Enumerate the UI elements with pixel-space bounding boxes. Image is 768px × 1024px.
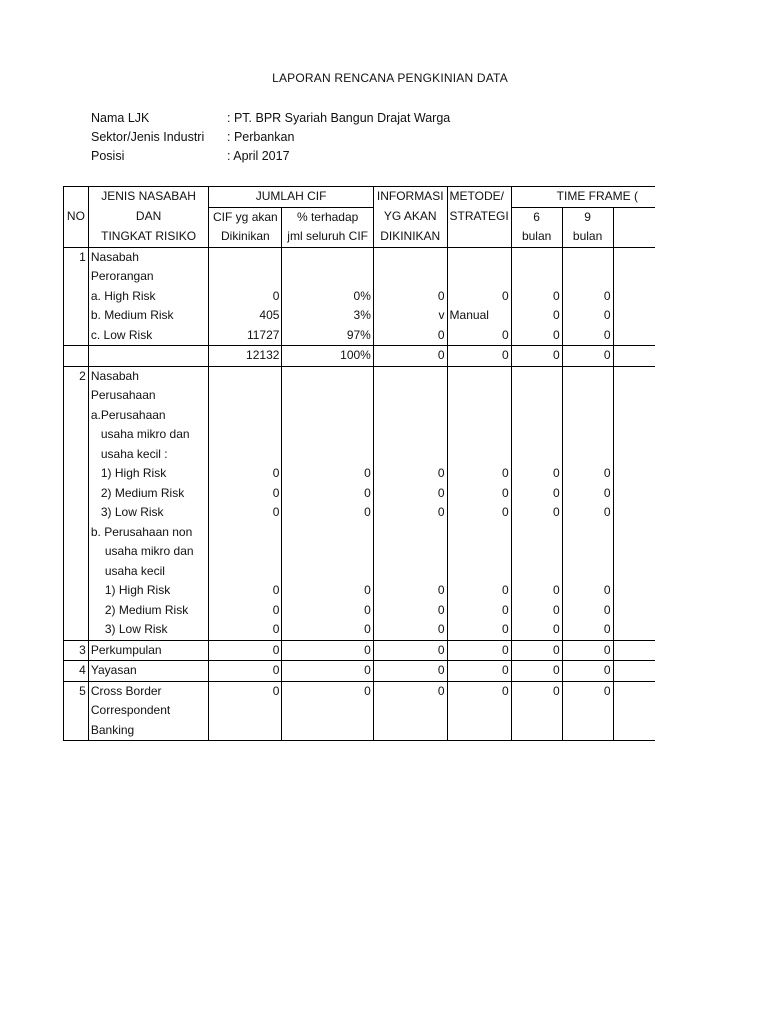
cell-informasi: v [373, 306, 447, 326]
cell-6-bulan: 0 [511, 581, 562, 601]
cell-informasi [373, 267, 447, 287]
cell-pct [282, 721, 373, 741]
cell-no [64, 503, 89, 523]
header-pct-1: % terhadap [282, 207, 373, 227]
meta-value: : PT. BPR Syariah Bangun Drajat Warga [227, 111, 451, 125]
header-row-2 [64, 207, 656, 227]
table-row [64, 640, 656, 661]
cell-informasi [373, 386, 447, 406]
cell-jenis: usaha mikro dan [88, 425, 208, 445]
cell-metode: 0 [447, 620, 511, 640]
cell-cut [613, 306, 655, 326]
cell-pct: 0 [282, 681, 373, 701]
cell-no: 4 [64, 661, 89, 682]
cell-metode [447, 445, 511, 465]
cell-cif: 11727 [209, 326, 282, 346]
cell-no [64, 721, 89, 741]
cell-jenis: Correspondent [88, 701, 208, 721]
cell-pct: 100% [282, 346, 373, 367]
cell-metode [447, 562, 511, 582]
meta-label: Posisi [91, 149, 125, 163]
cell-jenis: Perusahaan [88, 386, 208, 406]
cell-jenis: 1) High Risk [88, 464, 208, 484]
cell-cut [613, 701, 655, 721]
table-row [64, 620, 656, 640]
cell-cif: 0 [209, 640, 282, 661]
cell-no [64, 346, 89, 367]
cell-cif [209, 721, 282, 741]
meta-value: : April 2017 [227, 149, 290, 163]
cell-pct [282, 386, 373, 406]
cell-no [64, 601, 89, 621]
cell-metode: 0 [447, 464, 511, 484]
cell-pct [282, 542, 373, 562]
cell-6-bulan [511, 386, 562, 406]
header-cif-akan-2: Dikinikan [209, 227, 282, 247]
cell-6-bulan [511, 542, 562, 562]
cell-6-bulan [511, 366, 562, 386]
cell-6-bulan [511, 523, 562, 543]
cell-informasi [373, 542, 447, 562]
table-row [64, 306, 656, 326]
table-row [64, 287, 656, 307]
meta-value: : Perbankan [227, 130, 295, 144]
cell-informasi [373, 562, 447, 582]
cell-9-bulan: 0 [562, 326, 613, 346]
cell-cut [613, 247, 655, 267]
cell-cif: 0 [209, 601, 282, 621]
cell-9-bulan: 0 [562, 464, 613, 484]
cell-informasi: 0 [373, 326, 447, 346]
cell-metode: 0 [447, 581, 511, 601]
cell-informasi [373, 406, 447, 426]
header-time-frame: TIME FRAME ( [511, 187, 655, 208]
cell-no: 1 [64, 247, 89, 267]
cell-jenis: Nasabah [88, 366, 208, 386]
cell-pct [282, 562, 373, 582]
cell-9-bulan [562, 523, 613, 543]
cell-cut [613, 386, 655, 406]
cell-pct [282, 523, 373, 543]
cell-cif: 0 [209, 464, 282, 484]
cell-pct [282, 406, 373, 426]
cell-9-bulan: 0 [562, 620, 613, 640]
cell-cif [209, 542, 282, 562]
cell-9-bulan [562, 425, 613, 445]
table-row [64, 562, 656, 582]
cell-informasi [373, 425, 447, 445]
cell-pct: 0 [282, 661, 373, 682]
cell-no [64, 562, 89, 582]
header-jenis-3: TINGKAT RISIKO [88, 227, 208, 247]
cell-6-bulan: 0 [511, 661, 562, 682]
cell-cut [613, 620, 655, 640]
cell-jenis: usaha kecil : [88, 445, 208, 465]
data-table-container [63, 186, 655, 741]
cell-cif [209, 445, 282, 465]
cell-cut [613, 523, 655, 543]
cell-cut [613, 326, 655, 346]
header-jenis-1: JENIS NASABAH [88, 187, 208, 208]
cell-cut [613, 406, 655, 426]
cell-cif: 0 [209, 681, 282, 701]
table-row [64, 386, 656, 406]
cell-no [64, 445, 89, 465]
cell-pct [282, 267, 373, 287]
cell-6-bulan: 0 [511, 287, 562, 307]
cell-informasi [373, 247, 447, 267]
cell-9-bulan: 0 [562, 581, 613, 601]
cell-6-bulan: 0 [511, 326, 562, 346]
header-cif-akan-1: CIF yg akan [209, 207, 282, 227]
cell-metode [447, 721, 511, 741]
cell-no [64, 464, 89, 484]
cell-no [64, 287, 89, 307]
cell-pct: 0 [282, 484, 373, 504]
cell-jenis: usaha mikro dan [88, 542, 208, 562]
cell-jenis: b. Perusahaan non [88, 523, 208, 543]
cell-9-bulan [562, 562, 613, 582]
cell-9-bulan: 0 [562, 503, 613, 523]
header-informasi-1: INFORMASI [373, 187, 447, 208]
cell-jenis: Yayasan [88, 661, 208, 682]
cell-informasi: 0 [373, 346, 447, 367]
cell-cif [209, 425, 282, 445]
cell-pct [282, 366, 373, 386]
cell-cif [209, 406, 282, 426]
cell-6-bulan [511, 247, 562, 267]
cell-jenis: 2) Medium Risk [88, 484, 208, 504]
cell-metode [447, 386, 511, 406]
cell-6-bulan: 0 [511, 484, 562, 504]
cell-jenis: b. Medium Risk [88, 306, 208, 326]
cell-6-bulan [511, 406, 562, 426]
header-no: NO [64, 187, 89, 248]
cell-pct: 0 [282, 503, 373, 523]
cell-cut [613, 640, 655, 661]
cell-cif: 0 [209, 661, 282, 682]
table-row [64, 721, 656, 741]
cell-no [64, 326, 89, 346]
cell-pct: 0% [282, 287, 373, 307]
cell-6-bulan [511, 425, 562, 445]
meta-row-nama [91, 109, 450, 129]
cell-jenis: Cross Border [88, 681, 208, 701]
cell-jenis: Nasabah [88, 247, 208, 267]
cell-informasi: 0 [373, 484, 447, 504]
cell-informasi: 0 [373, 464, 447, 484]
header-metode-3 [447, 227, 511, 247]
cell-metode: 0 [447, 681, 511, 701]
cell-6-bulan: 0 [511, 464, 562, 484]
header-metode-2: STRATEGI [447, 207, 511, 227]
cell-no [64, 306, 89, 326]
cell-cut [613, 287, 655, 307]
cell-pct: 0 [282, 640, 373, 661]
cell-metode: 0 [447, 640, 511, 661]
cell-metode [447, 267, 511, 287]
data-table [63, 186, 655, 741]
header-metode-1: METODE/ [447, 187, 511, 208]
table-row [64, 247, 656, 267]
cell-no [64, 386, 89, 406]
cell-no [64, 425, 89, 445]
cell-no: 3 [64, 640, 89, 661]
cell-metode [447, 425, 511, 445]
cell-cif [209, 267, 282, 287]
cell-metode [447, 406, 511, 426]
cell-informasi [373, 445, 447, 465]
table-row [64, 581, 656, 601]
cell-jenis: 3) Low Risk [88, 503, 208, 523]
meta-row-posisi [91, 147, 290, 167]
cell-metode [447, 247, 511, 267]
cell-cif [209, 562, 282, 582]
cell-cif: 0 [209, 503, 282, 523]
cell-6-bulan: 0 [511, 503, 562, 523]
table-row [64, 445, 656, 465]
table-row [64, 366, 656, 386]
cell-cif [209, 523, 282, 543]
cell-no [64, 542, 89, 562]
cell-cut [613, 503, 655, 523]
header-row-1 [64, 187, 656, 208]
table-row [64, 484, 656, 504]
cell-jenis: Banking [88, 721, 208, 741]
cell-9-bulan [562, 386, 613, 406]
cell-cut [613, 681, 655, 701]
cell-cut [613, 601, 655, 621]
cell-no [64, 620, 89, 640]
cell-cut [613, 562, 655, 582]
cell-no [64, 581, 89, 601]
cell-pct [282, 247, 373, 267]
header-row-3 [64, 227, 656, 247]
header-jumlah-cif: JUMLAH CIF [209, 187, 374, 208]
header-9-unit: bulan [562, 227, 613, 247]
cell-metode [447, 701, 511, 721]
cell-6-bulan [511, 721, 562, 741]
header-9-num: 9 [562, 207, 613, 227]
cell-9-bulan [562, 406, 613, 426]
cell-metode: 0 [447, 503, 511, 523]
cell-pct [282, 445, 373, 465]
cell-jenis [88, 346, 208, 367]
cell-cut [613, 366, 655, 386]
cell-no [64, 484, 89, 504]
cell-9-bulan [562, 366, 613, 386]
table-row [64, 326, 656, 346]
cell-6-bulan [511, 267, 562, 287]
cell-informasi: 0 [373, 503, 447, 523]
cell-6-bulan: 0 [511, 620, 562, 640]
cell-informasi: 0 [373, 581, 447, 601]
cell-metode: 0 [447, 601, 511, 621]
meta-label: Nama LJK [91, 111, 150, 125]
cell-9-bulan: 0 [562, 661, 613, 682]
header-informasi-3: DIKINIKAN [373, 227, 447, 247]
cell-cut [613, 346, 655, 367]
cell-pct: 0 [282, 601, 373, 621]
cell-9-bulan: 0 [562, 306, 613, 326]
header-informasi-2: YG AKAN [373, 207, 447, 227]
cell-no [64, 523, 89, 543]
table-row [64, 681, 656, 701]
cell-informasi: 0 [373, 601, 447, 621]
cell-no [64, 406, 89, 426]
cell-9-bulan: 0 [562, 640, 613, 661]
cell-cif: 405 [209, 306, 282, 326]
cell-cut [613, 542, 655, 562]
cell-pct: 97% [282, 326, 373, 346]
table-row [64, 701, 656, 721]
cell-informasi [373, 366, 447, 386]
table-row [64, 601, 656, 621]
cell-cif: 0 [209, 581, 282, 601]
cell-jenis: 3) Low Risk [88, 620, 208, 640]
cell-jenis: c. Low Risk [88, 326, 208, 346]
cell-pct: 0 [282, 581, 373, 601]
table-row [64, 464, 656, 484]
meta-row-sektor [91, 128, 294, 148]
cell-6-bulan: 0 [511, 346, 562, 367]
header-pct-2: jml seluruh CIF [282, 227, 373, 247]
cell-metode: 0 [447, 484, 511, 504]
cell-pct [282, 425, 373, 445]
cell-9-bulan: 0 [562, 484, 613, 504]
header-jenis-2: DAN [88, 207, 208, 227]
cell-no: 2 [64, 366, 89, 386]
cell-pct: 0 [282, 464, 373, 484]
cell-informasi: 0 [373, 620, 447, 640]
header-cut [613, 227, 655, 247]
cell-9-bulan [562, 247, 613, 267]
cell-metode [447, 366, 511, 386]
cell-pct: 3% [282, 306, 373, 326]
cell-metode [447, 542, 511, 562]
cell-9-bulan: 0 [562, 681, 613, 701]
cell-jenis: a.Perusahaan [88, 406, 208, 426]
header-6-num: 6 [511, 207, 562, 227]
cell-cif: 0 [209, 484, 282, 504]
cell-9-bulan: 0 [562, 346, 613, 367]
cell-no [64, 701, 89, 721]
cell-informasi [373, 721, 447, 741]
cell-cut [613, 721, 655, 741]
cell-9-bulan [562, 542, 613, 562]
cell-6-bulan [511, 445, 562, 465]
table-row [64, 346, 656, 367]
cell-cut [613, 661, 655, 682]
cell-jenis: a. High Risk [88, 287, 208, 307]
cell-metode: Manual [447, 306, 511, 326]
cell-jenis: usaha kecil [88, 562, 208, 582]
table-row [64, 406, 656, 426]
cell-jenis: 1) High Risk [88, 581, 208, 601]
cell-jenis: Perkumpulan [88, 640, 208, 661]
table-row [64, 542, 656, 562]
cell-9-bulan [562, 701, 613, 721]
cell-pct [282, 701, 373, 721]
cell-informasi [373, 523, 447, 543]
table-row [64, 503, 656, 523]
cell-9-bulan [562, 721, 613, 741]
cell-cif: 0 [209, 287, 282, 307]
report-title: LAPORAN RENCANA PENGKINIAN DATA [272, 71, 508, 85]
cell-cif [209, 366, 282, 386]
cell-6-bulan: 0 [511, 640, 562, 661]
meta-label: Sektor/Jenis Industri [91, 130, 205, 144]
cell-informasi [373, 701, 447, 721]
cell-cif: 0 [209, 620, 282, 640]
cell-informasi: 0 [373, 661, 447, 682]
cell-metode: 0 [447, 661, 511, 682]
cell-metode: 0 [447, 326, 511, 346]
cell-cif [209, 386, 282, 406]
cell-cif: 12132 [209, 346, 282, 367]
cell-no: 5 [64, 681, 89, 701]
cell-cut [613, 267, 655, 287]
table-row [64, 661, 656, 682]
cell-cut [613, 425, 655, 445]
cell-no [64, 267, 89, 287]
cell-cif [209, 701, 282, 721]
cell-cif [209, 247, 282, 267]
cell-pct: 0 [282, 620, 373, 640]
cell-informasi: 0 [373, 681, 447, 701]
cell-6-bulan [511, 562, 562, 582]
cell-9-bulan [562, 267, 613, 287]
table-row [64, 267, 656, 287]
header-cut [613, 207, 655, 227]
cell-9-bulan: 0 [562, 287, 613, 307]
cell-metode [447, 523, 511, 543]
cell-informasi: 0 [373, 640, 447, 661]
cell-metode: 0 [447, 287, 511, 307]
cell-6-bulan: 0 [511, 306, 562, 326]
cell-jenis: 2) Medium Risk [88, 601, 208, 621]
cell-cut [613, 464, 655, 484]
cell-cut [613, 445, 655, 465]
cell-6-bulan: 0 [511, 601, 562, 621]
cell-cut [613, 484, 655, 504]
cell-6-bulan: 0 [511, 681, 562, 701]
cell-cut [613, 581, 655, 601]
cell-9-bulan [562, 445, 613, 465]
cell-9-bulan: 0 [562, 601, 613, 621]
cell-metode: 0 [447, 346, 511, 367]
table-row [64, 425, 656, 445]
cell-6-bulan [511, 701, 562, 721]
table-row [64, 523, 656, 543]
cell-jenis: Perorangan [88, 267, 208, 287]
header-6-unit: bulan [511, 227, 562, 247]
cell-informasi: 0 [373, 287, 447, 307]
